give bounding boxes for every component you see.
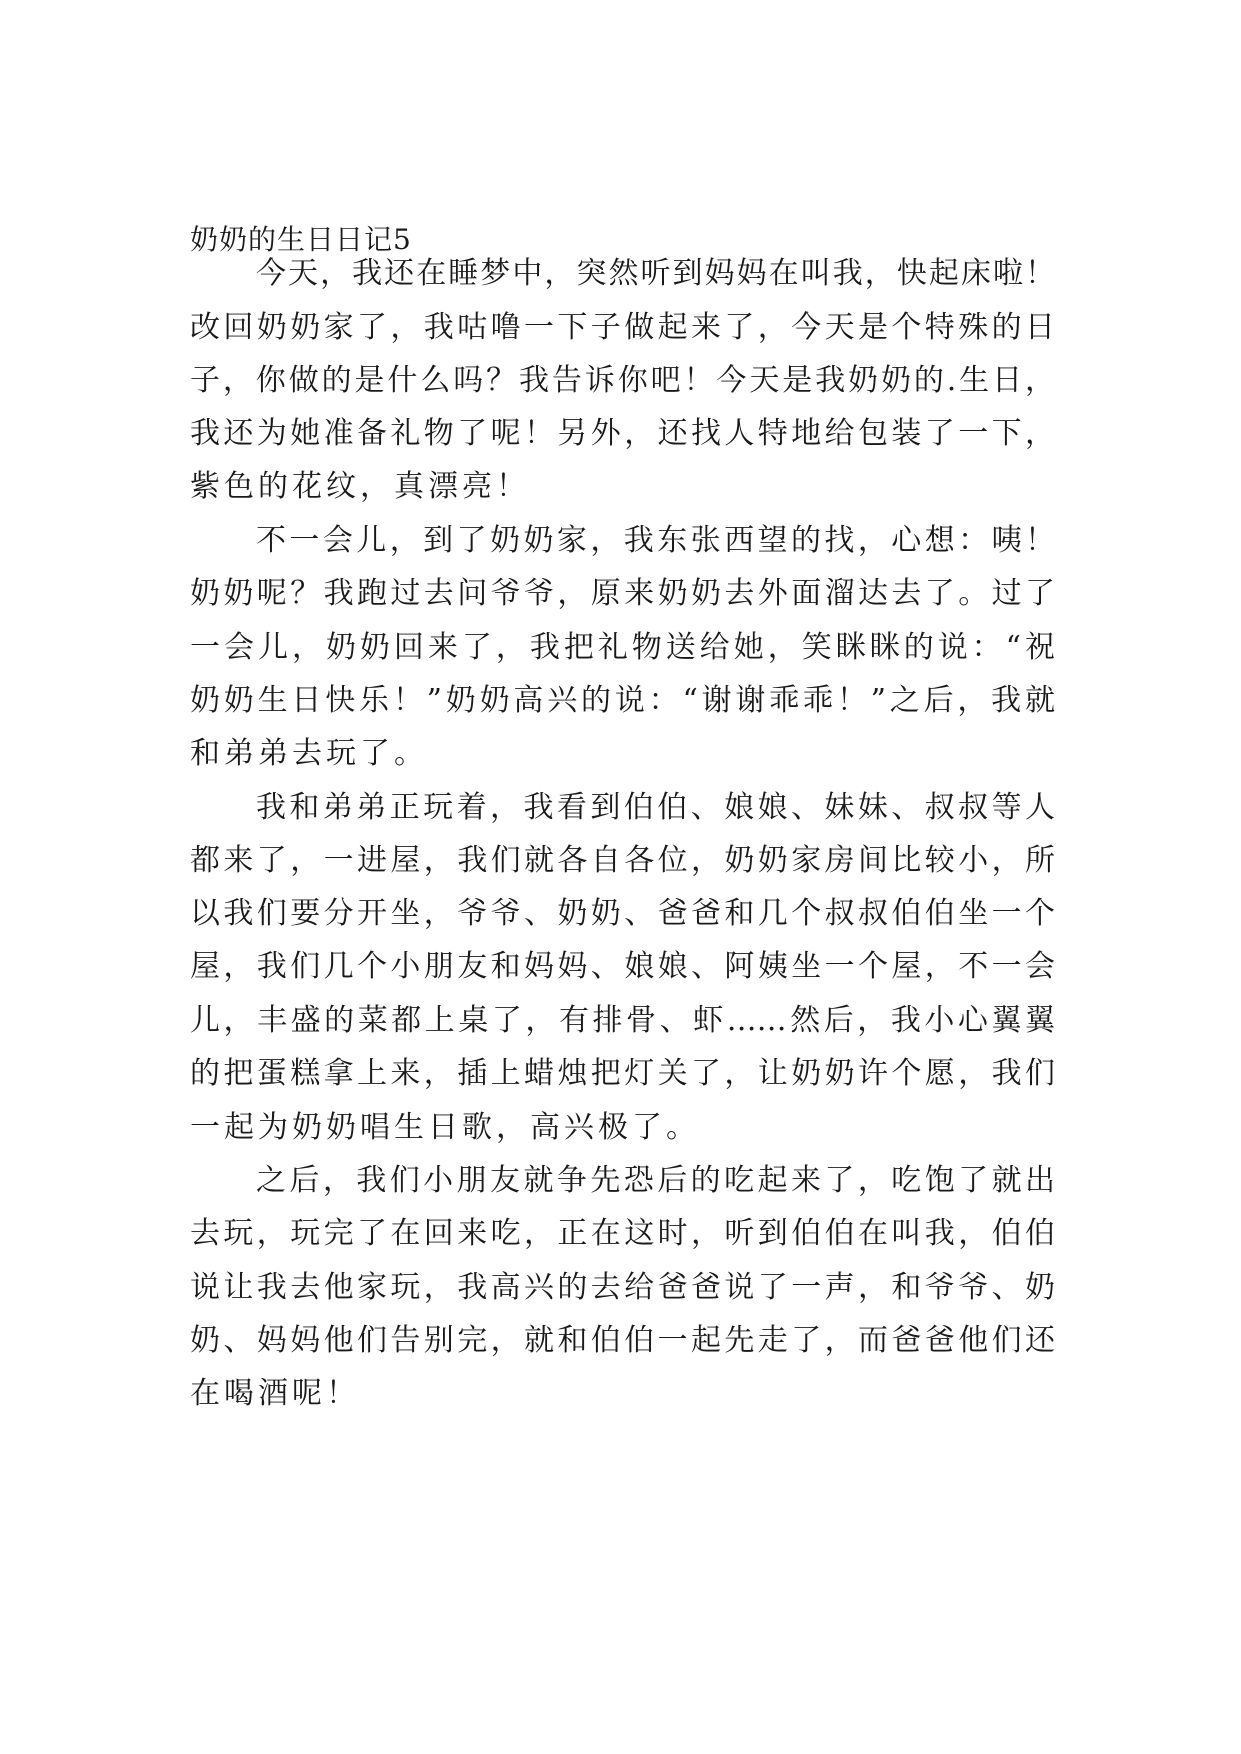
paragraph-4-line-5: 在喝酒呢！ [190, 1376, 360, 1411]
paragraph-2-line-2: 奶奶呢？我跑过去问爷爷，原来奶奶去外面溜达去了。过了 [190, 576, 1055, 611]
paragraph-1-line-2: 改回奶奶家了，我咕噜一下子做起来了，今天是个特殊的日 [190, 310, 1055, 345]
paragraph-1-line-1: 今天，我还在睡梦中，突然听到妈妈在叫我，快起床啦！ [256, 256, 1055, 291]
paragraph-2-line-1: 不一会儿，到了奶奶家，我东张西望的找，心想：咦！ [256, 523, 1055, 558]
paragraph-2-line-5: 和弟弟去玩了。 [190, 736, 428, 771]
paragraph-3-line-3: 以我们要分开坐，爷爷、奶奶、爸爸和几个叔叔伯伯坐一个 [190, 896, 1055, 931]
paragraph-2-line-3: 一会儿，奶奶回来了，我把礼物送给她，笑眯眯的说：“祝 [190, 630, 1055, 665]
paragraph-3-line-7: 一起为奶奶唱生日歌，高兴极了。 [190, 1110, 700, 1145]
document-title: 奶奶的生日日记5 [190, 223, 412, 256]
paragraph-2-line-4: 奶奶生日快乐！”奶奶高兴的说：“谢谢乖乖！”之后，我就 [190, 683, 1055, 718]
paragraph-3-line-2: 都来了，一进屋，我们就各自各位，奶奶家房间比较小，所 [190, 843, 1055, 878]
paragraph-4-line-2: 去玩，玩完了在回来吃，正在这时，听到伯伯在叫我，伯伯 [190, 1216, 1055, 1251]
paragraph-4-line-3: 说让我去他家玩，我高兴的去给爸爸说了一声，和爷爷、奶 [190, 1270, 1055, 1305]
paragraph-1-line-4: 我还为她准备礼物了呢！另外，还找人特地给包装了一下， [190, 416, 1055, 451]
paragraph-3-line-6: 的把蛋糕拿上来，插上蜡烛把灯关了，让奶奶许个愿，我们 [190, 1056, 1055, 1091]
paragraph-3-line-4: 屋，我们几个小朋友和妈妈、娘娘、阿姨坐一个屋，不一会 [190, 949, 1055, 984]
paragraph-4-line-4: 奶、妈妈他们告别完，就和伯伯一起先走了，而爸爸他们还 [190, 1323, 1055, 1358]
paragraph-1-line-5: 紫色的花纹，真漂亮！ [190, 469, 530, 504]
paragraph-1-line-3: 子，你做的是什么吗？我告诉你吧！今天是我奶奶的.生日， [190, 363, 1055, 398]
paragraph-4-line-1: 之后，我们小朋友就争先恐后的吃起来了，吃饱了就出 [256, 1163, 1055, 1198]
paragraph-3-line-1: 我和弟弟正玩着，我看到伯伯、娘娘、妹妹、叔叔等人 [256, 790, 1055, 825]
paragraph-3-line-5: 儿，丰盛的菜都上桌了，有排骨、虾……然后，我小心翼翼 [190, 1003, 1055, 1038]
